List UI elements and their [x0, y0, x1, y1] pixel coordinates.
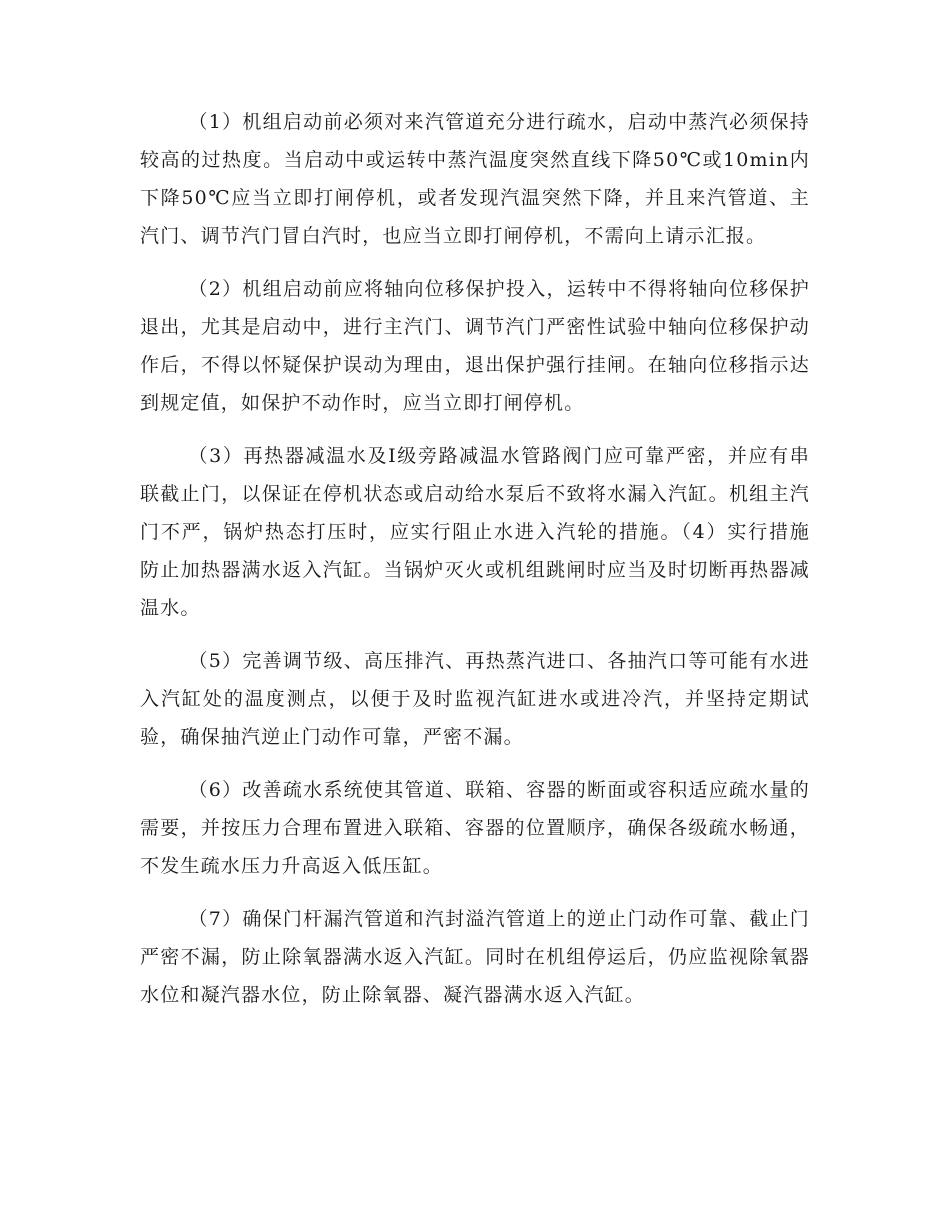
- paragraph-6: （7）确保门杆漏汽管道和汽封溢汽管道上的逆止门动作可靠、截止门严密不漏，防止除氧器满水返入汽缸。同时在机组停运后，仍应监视除氧器水位和凝汽器水位，防止除氧器、凝汽器满水返入汽缸。: [140, 908, 810, 1006]
- paragraph-3: （3）再热器减温水及Ⅰ级旁路减温水管路阀门应可靠严密，并应有串联截止门，以保证在停机状态或启动给水泵后不致将水漏入汽缸。机组主汽门不严，锅炉热态打压时，应实行阻止水进入汽轮的措施。（4）实行措施防止加热器满水返入汽缸。当锅炉灭火或机组跳闸时应当及时切断再热器减温水。: [140, 445, 810, 619]
- paragraph-5: （6）改善疏水系统使其管道、联箱、容器的断面或容积适应疏水量的需要，并按压力合理布置进入联箱、容器的位置顺序，确保各级疏水畅通，不发生疏水压力升高返入低压缸。: [140, 779, 810, 877]
- paragraph-4: （5）完善调节级、高压排汽、再热蒸汽进口、各抽汽口等可能有水进入汽缸处的温度测点，以便于及时监视汽缸进水或进冷汽，并坚持定期试验，确保抽汽逆止门动作可靠，严密不漏。: [140, 650, 810, 748]
- paragraph-1: （1）机组启动前必须对来汽管道充分进行疏水，启动中蒸汽必须保持较高的过热度。当启动中或运转中蒸汽温度突然直线下降50℃或10min内下降50℃应当立即打闸停机，或者发现汽温突然下降，并且来汽管道、主汽门、调节汽门冒白汽时，也应当立即打闸停机，不需向上请示汇报。: [140, 111, 810, 247]
- paragraph-2: （2）机组启动前应将轴向位移保护投入，运转中不得将轴向位移保护退出，尤其是启动中，进行主汽门、调节汽门严密性试验中轴向位移保护动作后，不得以怀疑保护误动为理由，退出保护强行挂闸。在轴向位移指示达到规定值，如保护不动作时，应当立即打闸停机。: [140, 278, 810, 414]
- document-body: [140, 103, 810, 1029]
